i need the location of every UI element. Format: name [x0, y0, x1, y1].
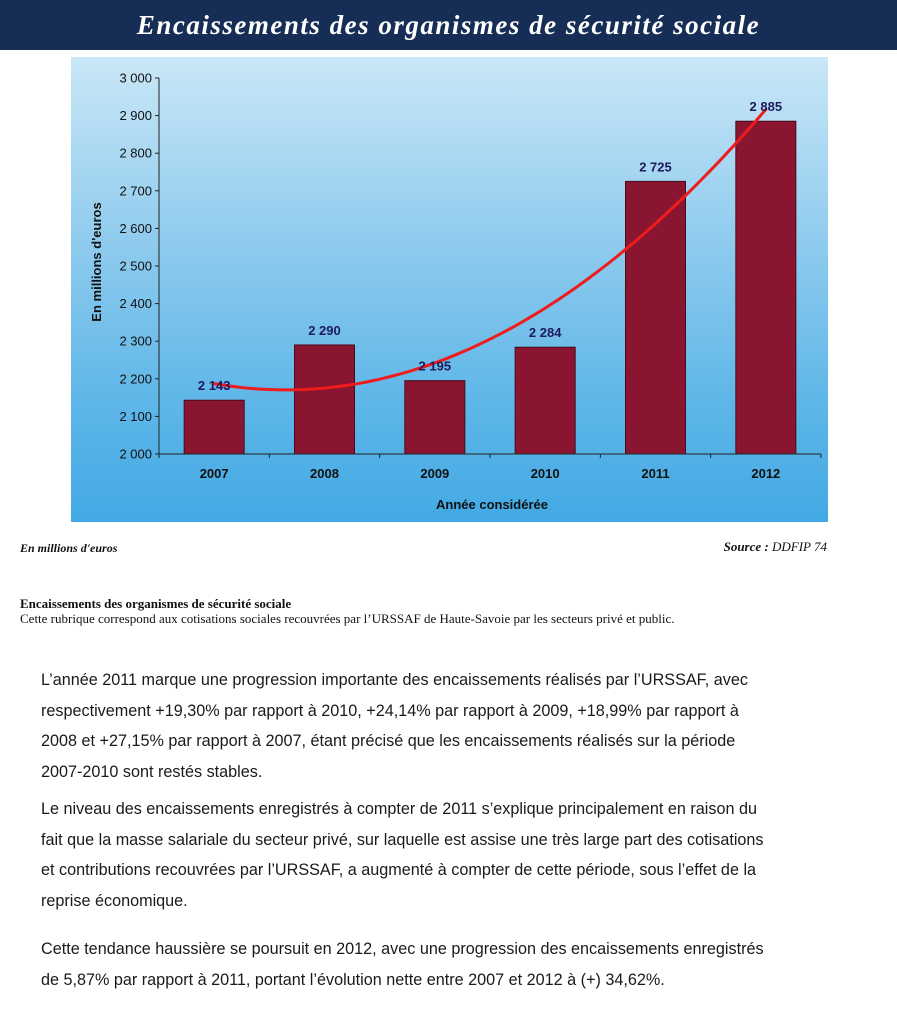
- paragraph-2: [41, 794, 891, 916]
- bar-chart: [71, 57, 828, 522]
- paragraph-line: reprise économique.: [41, 891, 188, 910]
- data-label: 2 885: [749, 99, 783, 115]
- y-tick-label: 2 000: [119, 446, 152, 462]
- paragraph-line: respectivement +19,30% par rapport à 2010, +24,14% par rapport à 2009, +18,99% par rapport à: [41, 701, 739, 720]
- paragraph-line: de 5,87% par rapport à 2011, portant l’évolution nette entre 2007 et 2012 à (+) 34,62%.: [41, 970, 665, 989]
- y-tick-label: 2 800: [119, 145, 152, 161]
- title-banner: [0, 0, 897, 50]
- y-tick-label: 2 200: [119, 371, 152, 387]
- paragraph-1: [41, 665, 891, 787]
- x-tick-label: 2009: [420, 466, 450, 481]
- data-label: 2 290: [308, 322, 341, 338]
- source-label: Source :: [723, 539, 769, 554]
- bar: [184, 400, 244, 454]
- x-tick-label: 2008: [310, 466, 339, 481]
- data-labels: [198, 99, 782, 393]
- source-value: DDFIP 74: [771, 539, 827, 554]
- y-tick-label: 2 900: [119, 108, 152, 124]
- paragraph-line: 2007-2010 sont restés stables.: [41, 762, 263, 781]
- bar: [515, 347, 575, 454]
- y-tick-label: 2 700: [119, 183, 152, 199]
- data-label: 2 725: [639, 159, 672, 175]
- paragraph-line: L’année 2011 marque une progression importante des encaissements réalisés par l’URSSAF, avec: [41, 671, 748, 689]
- paragraph-line: Le niveau des encaissements enregistrés à compter de 2011 s’explique principalement en raison du: [41, 800, 757, 818]
- x-axis-title: Année considérée: [436, 497, 548, 512]
- page-title: Encaissements des organismes de sécurité sociale: [136, 9, 761, 40]
- paragraph-line: fait que la masse salariale du secteur privé, sur laquelle est assise une très large part des cotisations: [41, 830, 764, 849]
- caption-title: Encaissements des organismes de sécurité sociale: [20, 596, 292, 611]
- paragraph-3: [41, 934, 891, 995]
- data-label: 2 284: [528, 325, 562, 341]
- y-axis-title: En millions d'euros: [89, 202, 104, 322]
- y-tick-label: 2 100: [119, 408, 152, 424]
- paragraph-line: et contributions recouvrées par l’URSSAF, a augmenté à compter de cette période, sous l’effet de la: [41, 861, 757, 879]
- y-tick-label: 2 500: [119, 258, 152, 274]
- x-tick-label: 2011: [641, 466, 670, 481]
- caption-text: Cette rubrique correspond aux cotisations sociales recouvrées par l’URSSAF de Haute-Savoie par les secteurs privé et public.: [20, 611, 675, 626]
- y-tick-label: 3 000: [119, 70, 152, 86]
- y-tick-label: 2 600: [119, 220, 152, 236]
- y-tick-label: 2 300: [119, 333, 152, 349]
- bars: [184, 121, 796, 454]
- x-tick-label: 2012: [751, 466, 781, 481]
- bar: [295, 345, 355, 454]
- source-note: [724, 539, 827, 555]
- data-label: 2 143: [197, 378, 231, 394]
- x-tick-label: 2010: [530, 466, 560, 481]
- x-axis: [159, 454, 821, 481]
- data-label: 2 195: [418, 358, 452, 374]
- paragraph-line: 2008 et +27,15% par rapport à 2007, étant précisé que les encaissements réalisés sur la période: [41, 732, 736, 750]
- paragraph-line: Cette tendance haussière se poursuit en 2012, avec une progression des encaissements enregistrés: [41, 940, 764, 958]
- bar: [405, 381, 465, 454]
- bar: [736, 121, 796, 454]
- y-axis: [119, 71, 159, 462]
- chart-panel: [71, 57, 828, 522]
- y-tick-label: 2 400: [119, 296, 152, 312]
- x-tick-label: 2007: [199, 466, 229, 481]
- unit-note: En millions d'euros: [20, 541, 118, 555]
